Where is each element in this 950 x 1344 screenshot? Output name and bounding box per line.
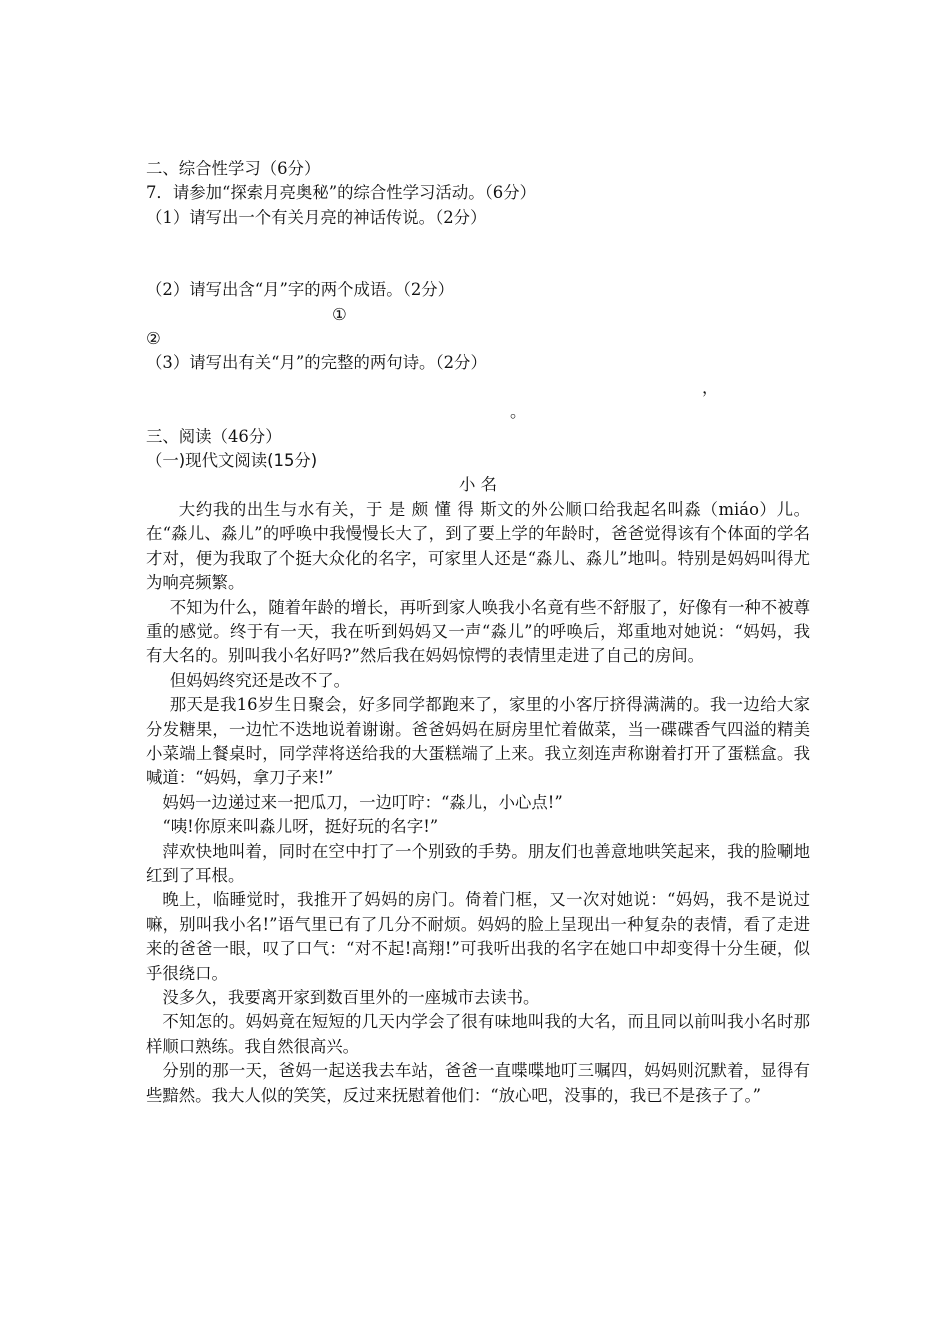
question-7: 7．请参加“探索月亮奥秘”的综合性学习活动。（6分） <box>146 183 537 203</box>
article-paragraph: 没多久，我要离开家到数百里外的一座城市去读书。 <box>162 988 540 1007</box>
article-paragraph: 萍欢快地叫着，同时在空中打了一个别致的手势。朋友们也善意地哄笑起来，我的脸唰地红到了耳根。 <box>146 841 810 885</box>
answer-space-7-1 <box>146 230 810 278</box>
answer-marker-2: ② <box>146 329 161 349</box>
article-paragraph: 那天是我16岁生日聚会，好多同学都跑来了，家里的小客厅挤得满满的。我一边给大家分发糖果，一边忙不迭地说着谢谢。爸爸妈妈在厨房里忙着做菜，当一碟碟香气四溢的精美小菜端上餐桌时，同学萍将送给我的大蛋糕端了上来。我立刻连声称谢着打开了蛋糕盒。我喊道：“妈妈，拿刀子来!” <box>146 695 810 788</box>
section2-heading: 二、综合性学习（6分） <box>146 159 321 178</box>
poem-period: 。 <box>510 402 527 422</box>
article-paragraph: 大约我的出生与水有关，于 是 颇 懂 得 斯文的外公顺口给我起名叫淼（miáo）儿。在“淼儿、淼儿”的呼唤中我慢慢长大了，到了要上学的年龄时，爸爸觉得该有个体面的学名才对，便为我取了个挺大众化的名字，可家里人还是“淼儿、淼儿”地叫。特别是妈妈叫得尤为响亮频繁。 <box>146 499 810 593</box>
article-paragraph: 但妈妈终究还是改不了。 <box>169 670 351 690</box>
subsection-modern-reading: （一)现代文阅读(15分) <box>146 451 318 471</box>
answer-marker-1: ① <box>332 304 347 324</box>
article-paragraph: 妈妈一边递过来一把瓜刀，一边叮咛：“淼儿，小心点!” <box>162 792 563 812</box>
question-7-1: （1）请写出一个有关月亮的神话传说。（2分） <box>146 207 487 227</box>
exam-content <box>146 157 810 1108</box>
article-paragraph: 不知怎的。妈妈竟在短短的几天内学会了很有味地叫我的大名，而且同以前叫我小名时那样顺口熟练。我自然很高兴。 <box>146 1012 810 1056</box>
section3-heading: 三、阅读（46分） <box>146 426 282 446</box>
article-paragraph: 分别的那一天，爸妈一起送我去车站，爸爸一直喋喋地叮三嘱四，妈妈则沉默着，显得有些黯然。我大人似的笑笑，反过来抚慰着他们：“放心吧，没事的，我已不是孩子了。” <box>146 1061 810 1105</box>
article-title: 小 名 <box>459 475 497 495</box>
article-paragraph: 不知为什么，随着年龄的增长，再听到家人唤我小名竟有些不舒服了，好像有一种不被尊重的感觉。终于有一天，我在听到妈妈又一声“淼儿”的呼唤后，郑重地对她说：“妈妈，我有大名的。别叫我小名好吗?”然后我在妈妈惊愕的表情里走进了自己的房间。 <box>146 597 810 666</box>
article-paragraph: 晚上，临睡觉时，我推开了妈妈的房门。倚着门框，又一次对她说：“妈妈，我不是说过嘛，别叫我小名!”语气里已有了几分不耐烦。妈妈的脸上呈现出一种复杂的表情，看了走进来的爸爸一眼，叹了口气：“对不起!高翔!”可我听出我的名字在她口中却变得十分生硬，似乎很绕口。 <box>146 890 810 983</box>
question-7-3: （3）请写出有关“月”的完整的两句诗。（2分） <box>146 353 487 373</box>
article-paragraph: “咦!你原来叫淼儿呀，挺好玩的名字!” <box>162 817 439 837</box>
poem-comma: ， <box>702 377 719 397</box>
question-7-2: （2）请写出含“月”字的两个成语。（2分） <box>146 280 455 300</box>
